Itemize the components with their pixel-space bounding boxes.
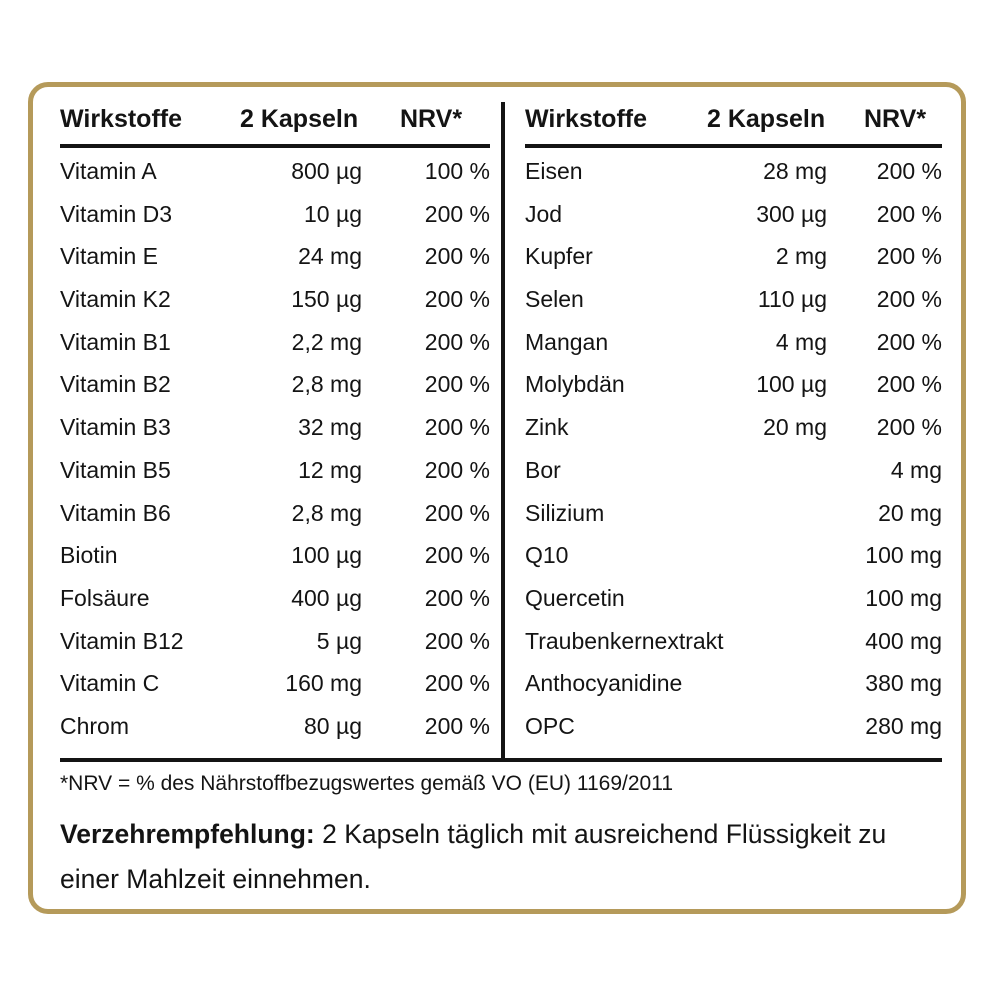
ingredient-amount: 24 mg (298, 243, 362, 270)
table-row (525, 620, 942, 663)
ingredient-name: Traubenkernextrakt (525, 627, 724, 654)
ingredient-amount: 32 mg (298, 414, 362, 441)
ingredient-amount: 80 µg (303, 712, 362, 739)
table-row (60, 492, 490, 535)
ingredient-nrv: 200 % (424, 542, 490, 569)
ingredient-nrv: 200 % (876, 328, 942, 355)
table-row (525, 193, 942, 236)
header-nrv: NRV* (864, 105, 927, 133)
table-row (60, 363, 490, 406)
table-row (525, 150, 942, 193)
ingredient-nrv: 200 % (424, 414, 490, 441)
table-bottom-rule (60, 758, 942, 762)
ingredient-nrv: 280 mg (865, 712, 942, 739)
nutrient-table-right (525, 100, 942, 764)
ingredient-name: Jod (525, 200, 563, 227)
header-amount: 2 Kapseln (240, 105, 359, 133)
table-row (60, 534, 490, 577)
ingredient-amount: 100 µg (756, 371, 827, 398)
nutrient-table-left (60, 100, 490, 764)
ingredient-name: Eisen (525, 158, 583, 184)
ingredient-name: Biotin (60, 542, 118, 569)
table-row (525, 662, 942, 705)
ingredient-amount: 110 µg (757, 286, 827, 313)
ingredient-amount: 5 µg (316, 627, 362, 654)
table-row (60, 662, 490, 705)
header-amount: 2 Kapseln (707, 105, 826, 133)
ingredient-name: Vitamin A (60, 158, 157, 184)
table-row (60, 278, 490, 321)
ingredient-nrv: 200 % (424, 200, 490, 227)
ingredient-amount: 10 µg (303, 200, 362, 227)
ingredient-amount: 4 mg (775, 328, 827, 355)
ingredient-amount: 160 mg (285, 670, 362, 697)
table-row (60, 193, 490, 236)
ingredient-amount: 300 µg (756, 200, 827, 227)
nrv-footnote: *NRV = % des Nährstoffbezugswertes gemäß VO (EU) 1169/2011 (60, 772, 673, 795)
ingredient-name: Selen (525, 286, 584, 313)
ingredient-name: Molybdän (525, 371, 625, 398)
ingredient-nrv: 200 % (424, 584, 490, 611)
table-row (525, 278, 942, 321)
ingredient-nrv: 200 % (876, 243, 942, 270)
ingredient-amount: 20 mg (763, 414, 827, 441)
ingredient-nrv: 20 mg (878, 499, 942, 526)
dosage-recommendation (60, 812, 920, 902)
ingredient-name: Vitamin B6 (60, 499, 171, 526)
header-nrv: NRV* (400, 105, 463, 133)
ingredient-name: Vitamin E (60, 243, 159, 270)
ingredient-name: Bor (525, 456, 561, 483)
table-row (60, 406, 490, 449)
ingredient-nrv: 200 % (424, 456, 490, 483)
ingredient-nrv: 200 % (876, 286, 942, 313)
ingredient-name: Vitamin B5 (60, 456, 171, 483)
column-divider (501, 102, 505, 762)
ingredient-name: Vitamin K2 (60, 286, 171, 313)
ingredient-amount: 28 mg (763, 158, 827, 184)
ingredient-nrv: 100 % (424, 158, 490, 184)
ingredient-amount: 12 mg (298, 456, 362, 483)
ingredient-amount: 150 µg (291, 286, 362, 313)
ingredient-nrv: 200 % (424, 328, 490, 355)
ingredient-nrv: 200 % (424, 712, 490, 739)
table-row (60, 321, 490, 364)
nutrient-table (60, 100, 942, 764)
ingredient-nrv: 100 mg (865, 584, 942, 611)
ingredient-name: Quercetin (525, 584, 625, 611)
ingredient-nrv: 200 % (424, 499, 490, 526)
table-row (60, 577, 490, 620)
table-row (525, 534, 942, 577)
ingredient-amount: 2,8 mg (291, 371, 362, 398)
ingredient-nrv: 200 % (876, 158, 942, 184)
header-ingredients: Wirkstoffe (60, 105, 183, 133)
ingredient-amount: 400 µg (291, 584, 362, 611)
ingredient-name: Mangan (525, 328, 609, 355)
ingredient-name: Silizium (525, 499, 605, 526)
ingredient-nrv: 380 mg (865, 670, 942, 697)
ingredient-nrv: 200 % (876, 371, 942, 398)
table-row (525, 406, 942, 449)
ingredient-name: Vitamin B3 (60, 414, 171, 441)
table-row (525, 321, 942, 364)
ingredient-nrv: 400 mg (865, 627, 942, 654)
ingredient-amount: 2 mg (775, 243, 827, 270)
ingredient-nrv: 200 % (424, 371, 490, 398)
table-header-left (60, 100, 490, 148)
recommendation-label: Verzehrempfehlung: (60, 819, 315, 849)
ingredient-amount: 2,2 mg (291, 328, 362, 355)
ingredient-name: OPC (525, 712, 575, 739)
ingredient-name: Vitamin D3 (60, 200, 173, 227)
header-ingredients: Wirkstoffe (525, 105, 648, 133)
table-row (60, 150, 490, 193)
table-row (525, 363, 942, 406)
ingredient-name: Vitamin C (60, 670, 160, 697)
table-row (60, 705, 490, 748)
table-row (525, 449, 942, 492)
ingredient-amount: 800 µg (291, 158, 362, 184)
table-row (525, 705, 942, 748)
ingredient-nrv: 200 % (424, 670, 490, 697)
ingredient-name: Anthocyanidine (525, 670, 683, 697)
ingredient-amount: 100 µg (291, 542, 362, 569)
table-row (60, 620, 490, 663)
ingredient-nrv: 200 % (876, 414, 942, 441)
ingredient-nrv: 200 % (424, 286, 490, 313)
ingredient-nrv: 200 % (424, 243, 490, 270)
ingredient-nrv: 4 mg (890, 456, 942, 483)
ingredient-name: Q10 (525, 542, 569, 569)
ingredient-name: Kupfer (525, 243, 593, 270)
table-header-right (525, 100, 942, 148)
ingredient-name: Chrom (60, 712, 130, 739)
ingredient-nrv: 200 % (876, 200, 942, 227)
ingredient-name: Zink (525, 414, 569, 441)
ingredient-nrv: 100 mg (865, 542, 942, 569)
table-row (525, 492, 942, 535)
table-body-left (60, 150, 490, 748)
table-row (60, 449, 490, 492)
ingredient-nrv: 200 % (424, 627, 490, 654)
table-row (60, 235, 490, 278)
ingredient-name: Vitamin B2 (60, 371, 171, 398)
ingredient-amount: 2,8 mg (291, 499, 362, 526)
table-body-right (525, 150, 942, 748)
ingredient-name: Folsäure (60, 584, 150, 611)
table-row (525, 577, 942, 620)
recommendation-text: 2 Kapseln täglich mit ausreichend Flüssigkeit zu einer Mahlzeit einnehmen. (60, 819, 887, 894)
ingredient-name: Vitamin B1 (60, 328, 171, 355)
ingredient-name: Vitamin B12 (60, 627, 184, 654)
table-row (525, 235, 942, 278)
